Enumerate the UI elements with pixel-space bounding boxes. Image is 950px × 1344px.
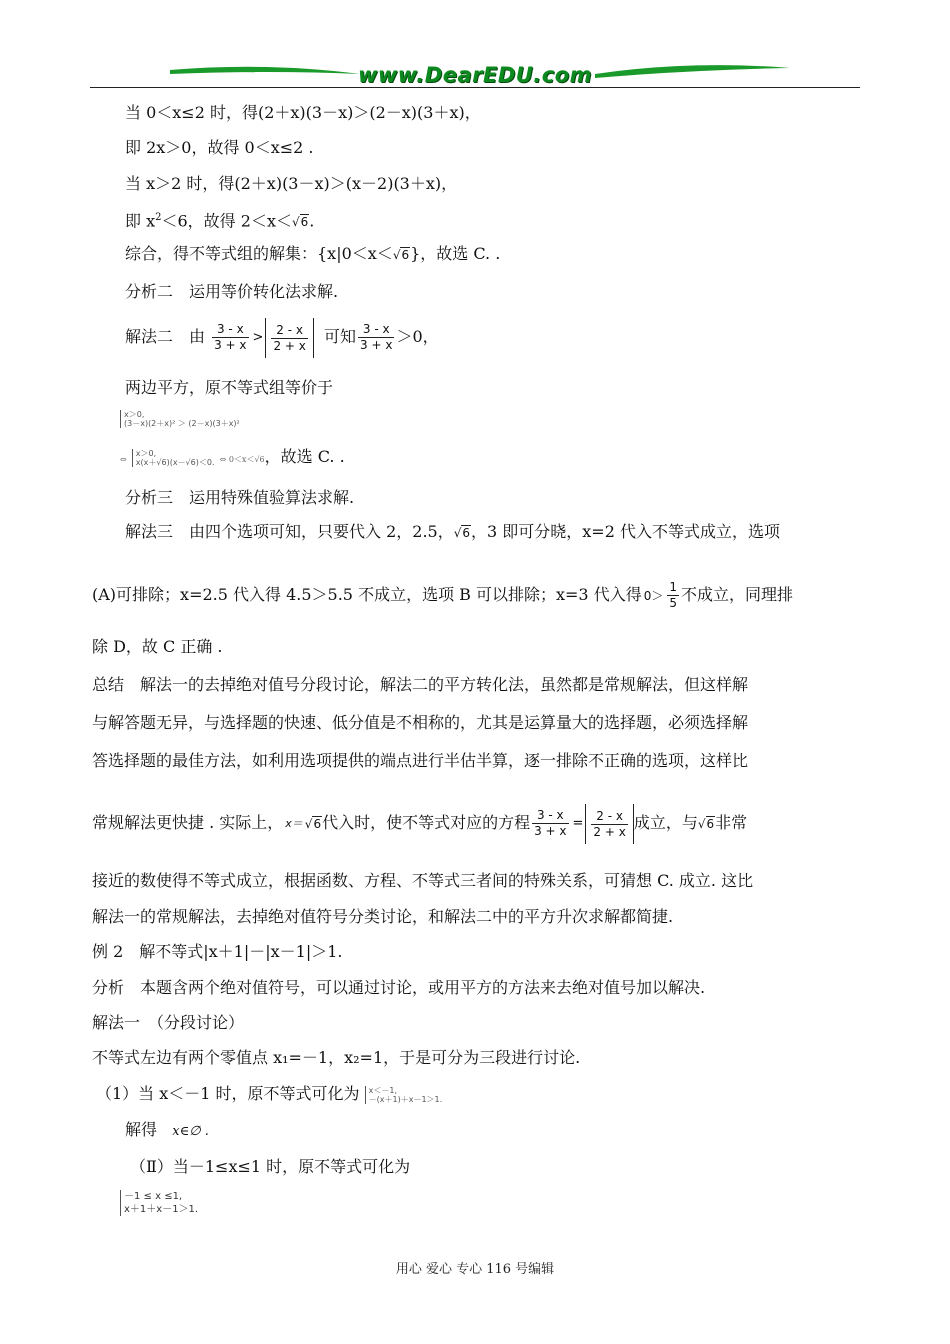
formula-line: 解得 x∈∅ . [125,1120,209,1139]
absolute-value: $\frac{2 - x}{2 + x}$ [265,318,313,358]
text-line: 分析 本题含两个绝对值符号，可以通过讨论，或用平方的方法来去绝对值号加以解决. [92,978,706,997]
formula-line: (A)可排除；x=2.5 代入得 4.5＞5.5 不成立，选项 B 可以排除；x=3 代入得 0＞ $\frac{1}{5}$ 不成立，同理排 [92,580,793,610]
text-line: 总结 解法一的去掉绝对值号分段讨论，解法二的平方转化法，虽然都是常规解法，但这样解 [92,675,749,694]
header-rule [90,87,860,88]
fraction: $\frac{3 - x}{3 + x}$ [214,322,247,352]
text-line: 答选择题的最佳方法，如利用选项提供的端点进行半估半算，逐一排除不正确的选项，这样比 [92,751,749,770]
equation-system: －1 ≤ x ≤1, x＋1＋x－1＞1. [120,1190,198,1216]
text-line: 综合，得不等式组的解集：{x|0＜x＜√6}，故选 C. . [125,244,501,263]
text-line: 即 2x＞0，故得 0＜x≤2 . [125,138,314,157]
formula-line: 解法二 由 $\frac{3 - x}{3 + x}$ > $\frac{2 - x}{2 + x}$ 可知 $\frac{3 - x}{3 + x}$ ＞0， [125,317,439,358]
sqrt-symbol: √6 [453,526,471,540]
text-line: 解法三 由四个选项可知，只要代入 2，2.5，√6，3 即可分晓，x=2 代入不等式成立，选项 [125,522,780,541]
sqrt-symbol: √6 [304,817,322,831]
text-line: 不等式左边有两个零值点 x₁=－1，x₂=1，于是可分为三段进行讨论. [92,1048,581,1067]
text-line: 除 D，故 C 正确 . [92,637,223,656]
sqrt-symbol: √6 [392,248,410,262]
text-line: 解法一 （分段讨论） [92,1013,245,1032]
fraction: $\frac{3 - x}{3 + x}$ [534,808,567,838]
text-line: 当 0＜x≤2 时，得(2＋x)(3－x)＞(2－x)(3＋x)， [125,103,481,122]
equation-system: x＞0, (3－x)(2＋x)² ＞ (2－x)(3＋x)² [120,410,240,428]
formula-line: ⇔ x＞0, x(x＋√6)(x－√6)＜0. ⇔ 0＜x＜√6，故选 C. . [120,447,345,467]
absolute-value: $\frac{2 - x}{2 + x}$ [585,804,633,844]
text-line: 接近的数使得不等式成立，根据函数、方程、不等式三者间的特殊关系，可猜想 C. 成立. 这比 [92,871,754,890]
sqrt-symbol: √6 [291,215,309,230]
text-line: 两边平方，原不等式组等价于 [125,378,334,397]
sqrt-symbol: √6 [697,817,715,831]
text-line: 与解答题无异，与选择题的快速、低分值是不相称的，尤其是运算量大的选择题，必须选择解 [92,713,749,732]
text-line: （Ⅱ）当－1≤x≤1 时，原不等式可化为 [130,1157,411,1176]
text-line: 解法一的常规解法，去掉绝对值符号分类讨论，和解法二中的平方升次求解都简捷. [92,907,674,926]
site-logo-text: www.DearEDU.com [357,63,593,87]
fraction: $\frac{1}{5}$ [669,580,677,610]
text-line: 分析二 运用等价转化法求解. [125,282,339,301]
fraction: $\frac{3 - x}{3 + x}$ [360,322,393,352]
text-line: 例 2 解不等式|x＋1|－|x－1|＞1. [92,942,343,961]
page-header [90,60,860,92]
text-line: 即 $x^2<6$，故得 2＜x＜√6. [125,211,315,231]
text-line: 当 x＞2 时，得(2＋x)(3－x)＞(x－2)(3＋x)， [125,174,458,193]
formula-line: 常规解法更快捷 . 实际上， x＝ √6代入时，使不等式对应的方程 $\frac{3 - x}{3 + x}$ = $\frac{2 - x}{2 + x}$ 成立，与√6非常 [92,803,747,844]
equation-system: x＜－1, －(x＋1)＋x－1＞1. [365,1086,443,1104]
page-footer: 用心 爱心 专心 116 号编辑 [395,1262,555,1277]
equation-system: x＞0, x(x＋√6)(x－√6)＜0. [132,449,215,467]
formula-line: （1）当 x＜－1 时，原不等式可化为 x＜－1, －(x＋1)＋x－1＞1. [96,1084,443,1104]
text-line: 分析三 运用特殊值验算法求解. [125,488,355,507]
